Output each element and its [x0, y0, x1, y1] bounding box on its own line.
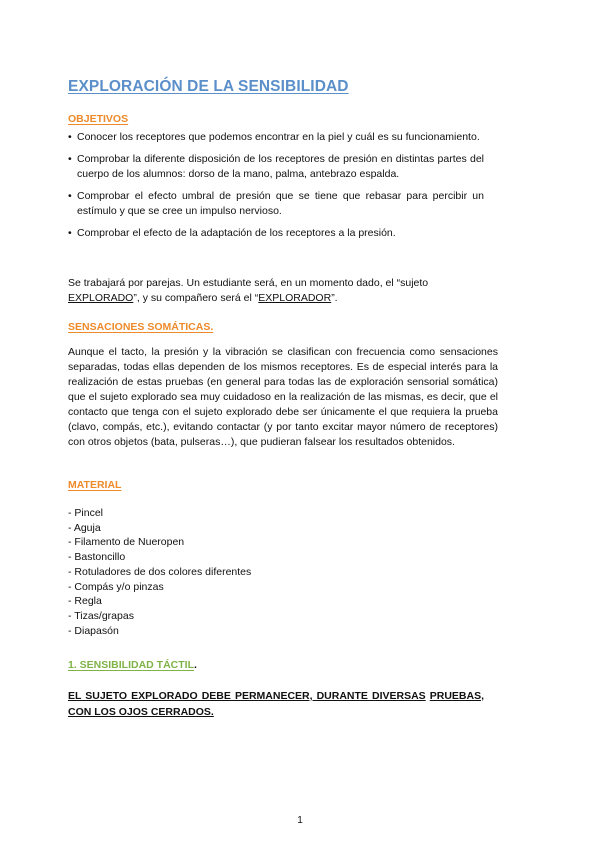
eyes-closed-warning: [68, 688, 484, 720]
explorer-term: EXPLORADOR: [258, 292, 332, 304]
objective-text: Conocer los receptores que podemos encontrar en la piel y cuál es su funcionamiento.: [77, 131, 480, 143]
tactile-heading: [68, 659, 197, 671]
list-item: - Rotuladores de dos colores diferentes: [68, 565, 252, 578]
pairs-paragraph: [68, 276, 498, 306]
somatic-paragraph: Aunque el tacto, la presión y la vibración se clasifican con frecuencia como sensaciones separadas, todas ellas dependen de los mismos receptores. Es de especial interés para la realización de estas pruebas (en general para todas las de exploración sensorial somática) que el sujeto explorado sea muy cuidadoso en la realización de las mismas, es decir, que el contacto que tenga con el sujeto explorado debe ser únicamente el que requiera la prueba (clavo, compás, etc.), evitando contactar (y por tanto excitar mayor número de receptores) con otros objetos (bata, pulseras…), que pudieran falsear los resultados obtenidos.: [68, 346, 498, 448]
somatic-heading: SENSACIONES SOMÁTICAS.: [68, 321, 214, 333]
list-item: - Pincel: [68, 507, 104, 519]
tactile-heading-text: 1. SENSIBILIDAD TÁCTIL: [68, 659, 195, 671]
list-item: - Compás y/o pinzas: [68, 580, 164, 593]
list-item: [68, 226, 484, 241]
objective-text: Comprobar el efecto umbral de presión que se tiene que rebasar para percibir un estímulo y que se cree un impulso nervioso.: [77, 190, 484, 217]
list-item: [68, 130, 484, 145]
page-number: 1: [297, 815, 303, 826]
tactile-heading-period: .: [194, 659, 197, 671]
pairs-text-middle: ”, y su compañero será el “: [133, 292, 259, 304]
explored-term: EXPLORADO: [68, 292, 134, 304]
objectives-heading: OBJETIVOS: [68, 113, 129, 125]
warning-text-part1: EL SUJETO EXPLORADO DEBE PERMANECER, DURANTE DIVERSAS: [68, 690, 426, 702]
list-item: [68, 152, 484, 182]
material-list: [68, 506, 251, 638]
list-item: - Tizas/grapas: [68, 609, 134, 622]
material-heading: MATERIAL: [68, 479, 122, 491]
objective-text: Comprobar el efecto de la adaptación de los receptores a la presión.: [77, 227, 396, 239]
bullet-icon: •: [68, 153, 72, 165]
pairs-text-start: Se trabajará por parejas. Un estudiante será, en un momento dado, el “sujeto: [68, 277, 429, 289]
warning-text-part2: PRUEBAS, CON LOS OJOS CERRADOS.: [68, 690, 484, 718]
list-item: - Aguja: [68, 521, 101, 534]
page-title: EXPLORACIÓN DE LA SENSIBILIDAD: [68, 78, 349, 95]
objective-text: Comprobar la diferente disposición de los receptores de presión en distintas partes del cuerpo de los alumnos: dorso de la mano, palma, antebrazo espalda.: [77, 153, 484, 180]
list-item: - Diapasón: [68, 624, 119, 637]
objectives-list: [68, 130, 484, 248]
pairs-text-end: ”.: [331, 292, 338, 304]
list-item: [68, 189, 484, 219]
list-item: - Regla: [68, 595, 102, 608]
bullet-icon: •: [68, 131, 72, 143]
list-item: - Bastoncillo: [68, 551, 126, 564]
list-item: - Filamento de Nueropen: [68, 536, 185, 549]
bullet-icon: •: [68, 227, 72, 239]
bullet-icon: •: [68, 190, 72, 202]
